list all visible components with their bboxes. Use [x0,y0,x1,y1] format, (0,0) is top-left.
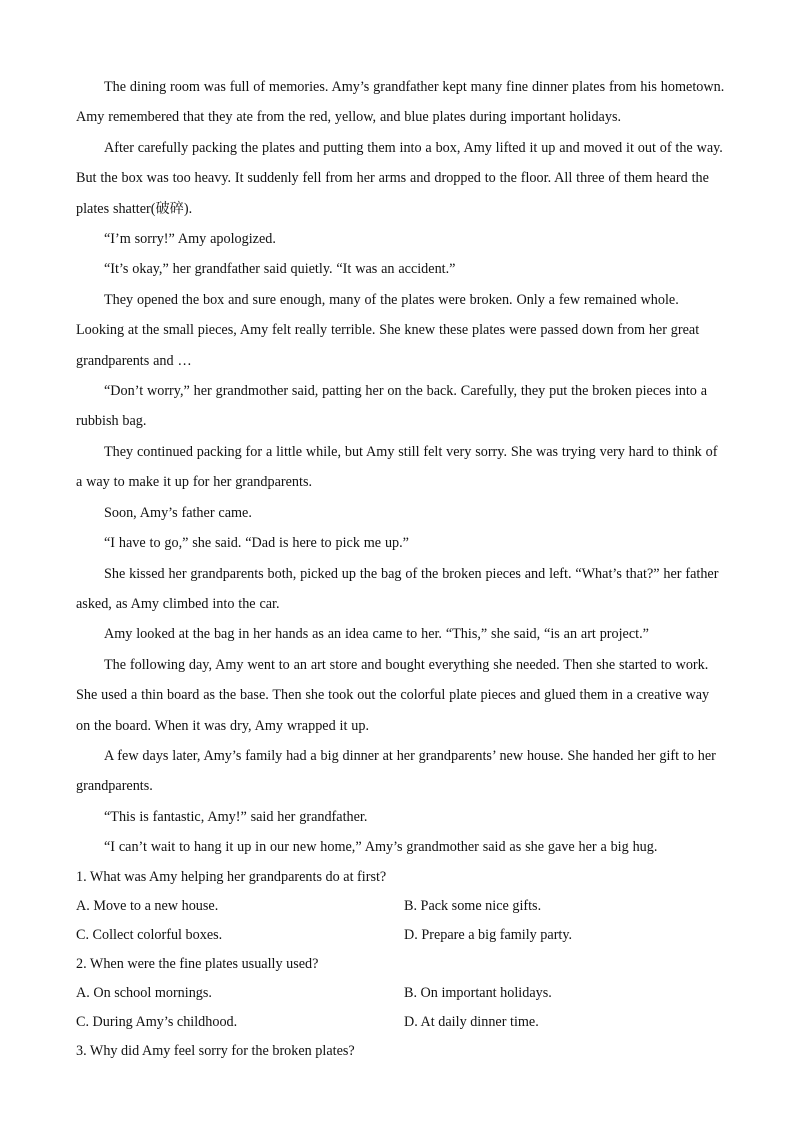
passage-paragraph: Soon, Amy’s father came. [104,504,252,521]
answer-option-d: D. At daily dinner time. [404,1013,539,1030]
passage-paragraph: They continued packing for a little while, but Amy still felt very sorry. She was trying very hard to think of a way to make it up for her grandparents. [76,443,718,491]
passage-paragraph: The dining room was full of memories. Amy’s grandfather kept many fine dinner plates from his hometown. Amy remembered that they ate from the red, yellow, and blue plates during important holidays. [76,79,725,126]
passage-paragraph: “I can’t wait to hang it up in our new home,” Amy’s grandmother said as she gave her a big hug. [104,839,658,856]
passage-paragraph: The following day, Amy went to an art store and bought everything she needed. Then she started to work. She used a thin board as the base. Then she took out the colorful plate pieces and glued them in a creative way on the board. When it was dry, Amy wrapped it up. [76,656,710,734]
answer-option-b: B. Pack some nice gifts. [404,897,542,914]
passage-paragraph: “This is fantastic, Amy!” said her grandfather. [104,808,368,825]
question-block [76,1037,726,1066]
passage-paragraph: They opened the box and sure enough, many of the plates were broken. Only a few remained whole. Looking at the small pieces, Amy felt really terrible. She knew these plates were passed down from her great grandparents and … [76,291,700,369]
answer-option-c: C. During Amy’s childhood. [76,1013,238,1030]
answer-options [76,892,726,950]
passage-paragraph: After carefully packing the plates and putting them into a box, Amy lifted it up and moved it out of the way. But the box was too heavy. It suddenly fell from her arms and dropped to the floor. All three of them heard the plates shatter(破碎). [76,139,723,217]
passage-paragraph: “I have to go,” she said. “Dad is here to pick me up.” [104,535,409,552]
passage-paragraph: “I’m sorry!” Amy apologized. [104,231,276,248]
question-text: 2. When were the fine plates usually used? [76,955,319,972]
answer-option-d: D. Prepare a big family party. [404,926,573,943]
passage-paragraph: A few days later, Amy’s family had a big dinner at her grandparents’ new house. She handed her gift to her grandparents. [76,747,716,795]
answer-option-a: A. On school mornings. [76,984,212,1001]
passage-paragraph: “It’s okay,” her grandfather said quietly. “It was an accident.” [104,261,456,278]
reading-passage [76,72,726,863]
document-page [76,72,726,1066]
answer-option-a: A. Move to a new house. [76,897,219,914]
passage-paragraph: She kissed her grandparents both, picked up the bag of the broken pieces and left. “What’s that?” her father asked, as Amy climbed into the car. [76,565,719,612]
answer-options [76,979,726,1037]
passage-paragraph: Amy looked at the bag in her hands as an idea came to her. “This,” she said, “is an art project.” [104,626,649,643]
question-block [76,950,726,1037]
answer-option-b: B. On important holidays. [404,984,552,1001]
question-text: 3. Why did Amy feel sorry for the broken plates? [76,1042,355,1059]
question-text: 1. What was Amy helping her grandparents do at first? [76,868,387,885]
answer-option-c: C. Collect colorful boxes. [76,926,223,943]
passage-paragraph: “Don’t worry,” her grandmother said, patting her on the back. Carefully, they put the broken pieces into a rubbish bag. [76,383,708,430]
question-block [76,863,726,950]
